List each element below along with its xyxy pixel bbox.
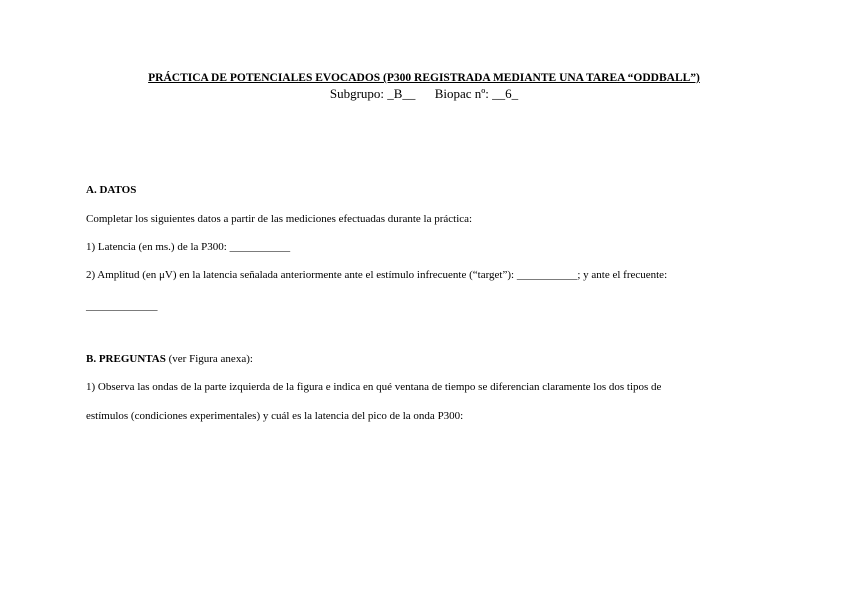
section-a-item-2: 2) Amplitud (en μV) en la latencia señalada anteriormente ante el estímulo infrecuente (“target”): ___________; y ante el frecuente: [86, 269, 668, 281]
document-title: PRÁCTICA DE POTENCIALES EVOCADOS (P300 REGISTRADA MEDIANTE UNA TAREA “ODDBALL”) [148, 72, 700, 84]
document-subtitle [0, 86, 848, 102]
section-a-heading: A. DATOS [86, 184, 137, 196]
section-b-question-1-line-1: 1) Observa las ondas de la parte izquierda de la figura e indica en qué ventana de tiempo se diferencian claramente los dos tipos de [86, 381, 662, 393]
section-b-heading-note: (ver Figura anexa): [168, 353, 253, 365]
section-a-intro: Completar los siguientes datos a partir de las mediciones efectuadas durante la práctica: [86, 213, 473, 225]
section-b-question-1-line-2: estímulos (condiciones experimentales) y cuál es la latencia del pico de la onda P300: [86, 410, 464, 422]
section-b-heading-line [86, 353, 253, 365]
section-a-item-2-blank: _____________ [86, 300, 158, 312]
section-a-item-1: 1) Latencia (en ms.) de la P300: ___________ [86, 241, 291, 253]
section-b-heading: B. PREGUNTAS [86, 353, 166, 365]
subgroup-label: Subgrupo: _B__ [329, 86, 416, 101]
biopac-label: Biopac nº: __6_ [434, 86, 519, 101]
